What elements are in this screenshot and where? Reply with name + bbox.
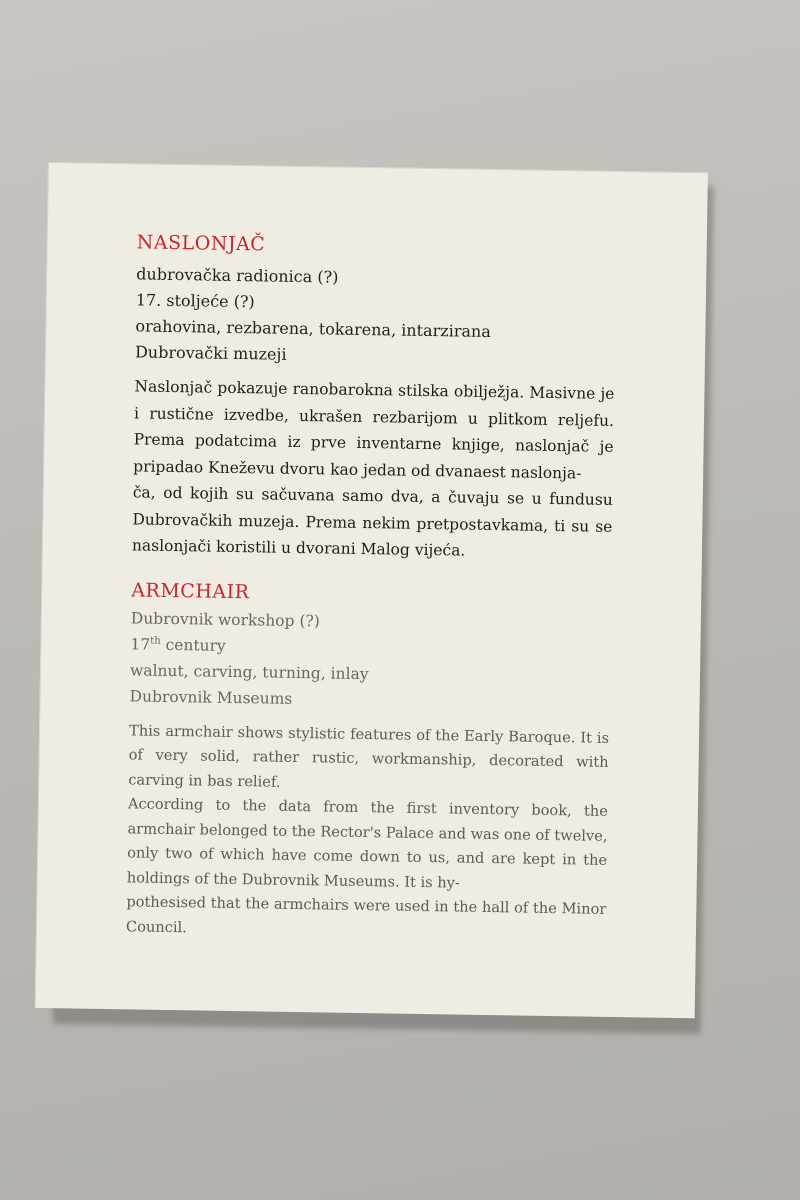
- english-owner: Dubrovnik Museums: [129, 686, 293, 708]
- croatian-material: orahovina, rezbarena, tokarena, intarzirana: [135, 316, 491, 341]
- croatian-owner: Dubrovački muzeji: [134, 342, 287, 364]
- english-material: walnut, carving, turning, inlay: [129, 660, 369, 683]
- century-number: 17: [130, 634, 151, 654]
- english-description-1: This armchair shows stylistic features of the Early Baroque. It is of very solid, rather rustic, workmanship, decorated with carving in bas relief.: [128, 721, 610, 791]
- museum-label-card: [35, 162, 708, 1018]
- croatian-workshop: dubrovačka radionica (?): [136, 264, 339, 287]
- croatian-description: Naslonjač pokazuje ranobarokna stilska obilježja. Masivne je i rustične izvedbe, ukrašen rezbarijom u plitkom reljefu. Prema podatcima iz prve inventarne knjige, naslonjač je pripadao Kneževu dvoru kao jedan od dvanaest naslonja- ča, od kojih su sačuvana samo dva, a čuvaju se u fundusu Dubrovačkih muzeja. Prema nekim pretpostavkama, ti su se naslonjači koristili u dvorani Malog vijeća.: [131, 377, 615, 560]
- english-title: ARMCHAIR: [131, 578, 250, 603]
- english-workshop: Dubrovnik workshop (?): [130, 608, 320, 630]
- english-block: [126, 579, 612, 947]
- century-suffix: th: [150, 635, 161, 647]
- label-content: [126, 231, 617, 946]
- english-description-2: According to the data from the first inventory book, the armchair belonged to the Rector's Palace and was one of twelve, only two of which have come down to us, and are kept in the holdings of the Dubrovnik Museums. It is hy- pothesised that the armchairs were used in the hall of the Minor Council.: [125, 795, 609, 936]
- century-word: century: [160, 635, 226, 655]
- croatian-century: 17. stoljeće (?): [135, 290, 255, 312]
- croatian-title: NASLONJAČ: [136, 231, 266, 256]
